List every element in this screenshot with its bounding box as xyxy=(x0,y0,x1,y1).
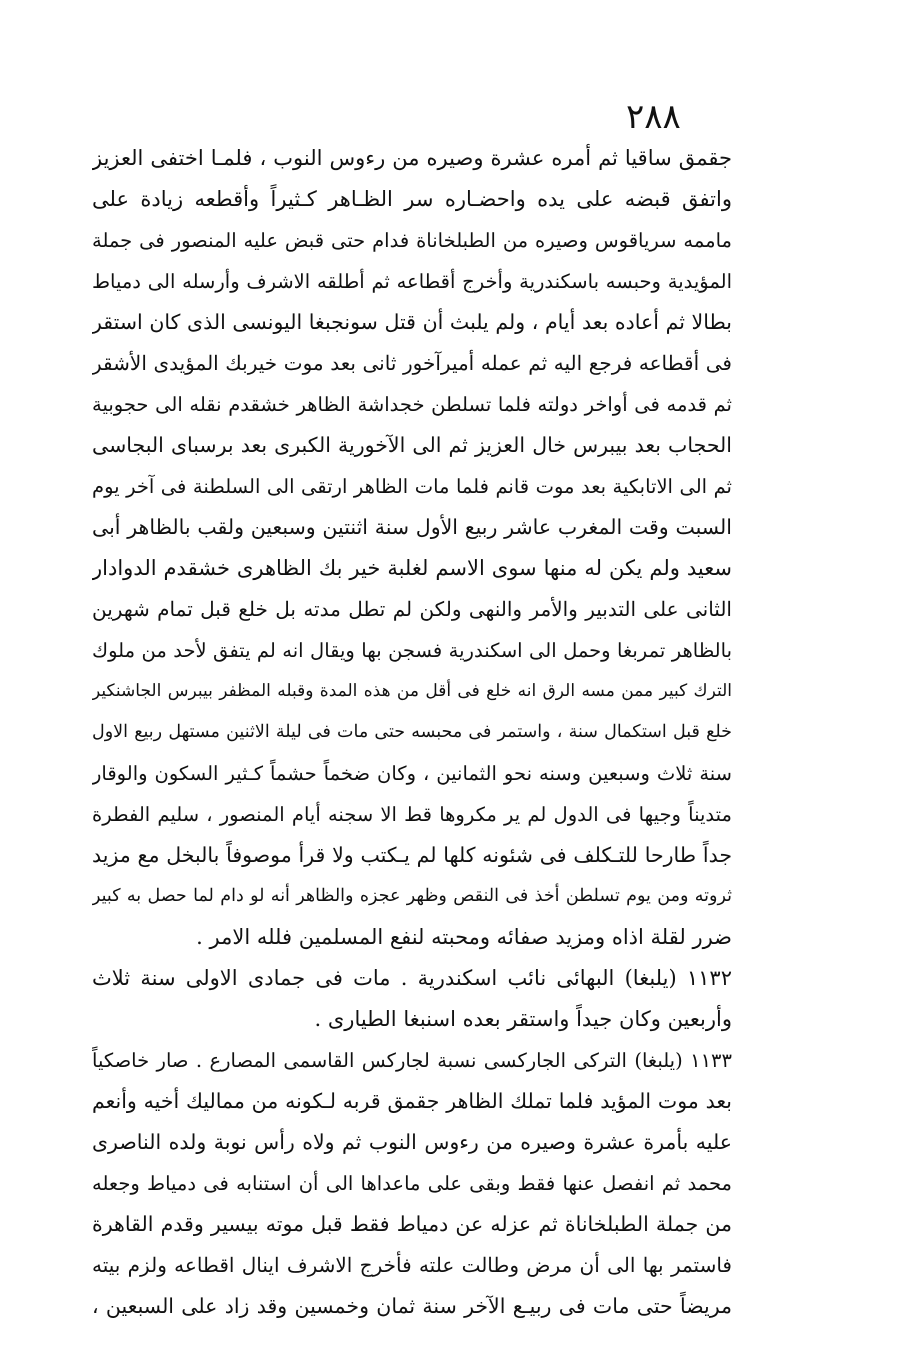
text-line: فى أقطاعه فرجع اليه ثم عمله أميرآخور ثانى بعد موت خيربك المؤيدى الأشقر xyxy=(92,351,732,375)
text-line: واتفق قبضه على يده واحضـاره سر الظـاهر كـثيراً وأقطعه زيادة على xyxy=(92,187,732,211)
text-line: وأربعين وكان جيداً واستقر بعده اسنبغا الطيارى . xyxy=(314,1007,732,1031)
text-line: ثروته ومن يوم تسلطن أخذ فى النقص وظهر عجزه والظاهر أنه لو دام لما حصل به كبير xyxy=(92,886,732,906)
text-line: بطالا ثم أعاده بعد أيام ، ولم يلبث أن قتل سونجبغا اليونسى الذى كان استقر xyxy=(92,310,732,334)
entry-1133-heading: ١١٣٣ (يلبغا) التركى الجاركسى نسبة لجاركس القاسمى المصارع . صار خاصكياً xyxy=(92,1049,732,1072)
body-text xyxy=(92,138,732,1327)
text-line: سعيد ولم يكن له منها سوى الاسم لغلبة خير بك الظاهرى خشقدم الدوادار xyxy=(92,556,732,580)
text-line: جداً طارحا للتـكلف فى شئونه كلها لم يـكتب ولا قرأ موصوفاً بالبخل مع مزيد xyxy=(92,843,732,867)
text-line: خلع قبل استكمال سنة ، واستمر فى محبسه حتى مات فى ليلة الاثنين مستهل ربيع الاول xyxy=(92,722,732,742)
text-line: سنة ثلاث وسبعين وسنه نحو الثمانين ، وكان ضخماً حشماً كـثير السكون والوقار xyxy=(92,762,732,785)
text-line: فاستمر بها الى أن مرض وطالت علته فأخرج الاشرف اينال اقطاعه ولزم بيته xyxy=(92,1253,732,1277)
page-number: ٢٨٨ xyxy=(626,97,681,137)
text-line: بالظاهر تمربغا وحمل الى اسكندرية فسجن بها ويقال انه لم يتفق لأحد من ملوك xyxy=(92,639,732,662)
text-line: الترك كبير ممن مسه الرق انه خلع فى أقل من هذه المدة وقبله المظفر بيبرس الجاشنكير xyxy=(92,681,732,701)
text-line: من جملة الطبلخاناة ثم عزله عن دمياط فقط قبل موته بيسير وقدم القاهرة xyxy=(92,1212,732,1236)
text-line: محمد ثم انفصل عنها فقط وبقى على ماعداها الى أن استنابه فى دمياط وجعله xyxy=(92,1172,732,1195)
text-line: الحجاب بعد بيبرس خال العزيز ثم الى الآخورية الكبرى بعد برسباى البجاسى xyxy=(92,433,732,457)
text-line: مريضاً حتى مات فى ربيـع الآخر سنة ثمان وخمسين وقد زاد على السبعين ، xyxy=(92,1294,732,1318)
text-line: ثم الى الاتابكية بعد موت قانم فلما مات الظاهر ارتقى الى السلطنة فى آخر يوم xyxy=(92,475,732,498)
entry-1132-heading: ١١٣٢ (يلبغا) البهائى نائب اسكندرية . مات فى جمادى الاولى سنة ثلاث xyxy=(92,966,732,990)
text-line: ثم قدمه فى أواخر دولته فلما تسلطن خجداشة الظاهر خشقدم نقله الى حجوبية xyxy=(92,393,732,416)
text-line: ماممه سرياقوس وصيره من الطبلخاناة فدام حتى قبض عليه المنصور فى جملة xyxy=(92,229,732,252)
text-line: ضرر لقلة اذاه ومزيد صفائه ومحبته لنفع المسلمين فلله الامر . xyxy=(196,925,732,949)
text-line: السبت وقت المغرب عاشر ربيع الأول سنة اثنتين وسبعين ولقب بالظاهر أبى xyxy=(92,515,732,539)
text-line: بعد موت المؤيد فلما تملك الظاهر جقمق قربه لـكونه من مماليك أخيه وأنعم xyxy=(92,1089,732,1113)
text-line: جقمق ساقيا ثم أمره عشرة وصيره من رءوس النوب ، فلمـا اختفى العزيز xyxy=(92,146,732,170)
text-line: الثانى على التدبير والأمر والنهى ولكن لم تطل مدته بل خلع قبل تمام شهرين xyxy=(92,597,732,621)
text-line: المؤيدية وحبسه باسكندرية وأخرج أقطاعه ثم أطلقه الاشرف وأرسله الى دمياط xyxy=(92,270,732,293)
text-line: عليه بأمرة عشرة وصيره من رءوس النوب ثم ولاه رأس نوبة ولده الناصرى xyxy=(92,1130,732,1154)
text-line: متديناً وجيها فى الدول لم ير مكروها قط الا سجنه أيام المنصور ، سليم الفطرة xyxy=(92,803,732,826)
